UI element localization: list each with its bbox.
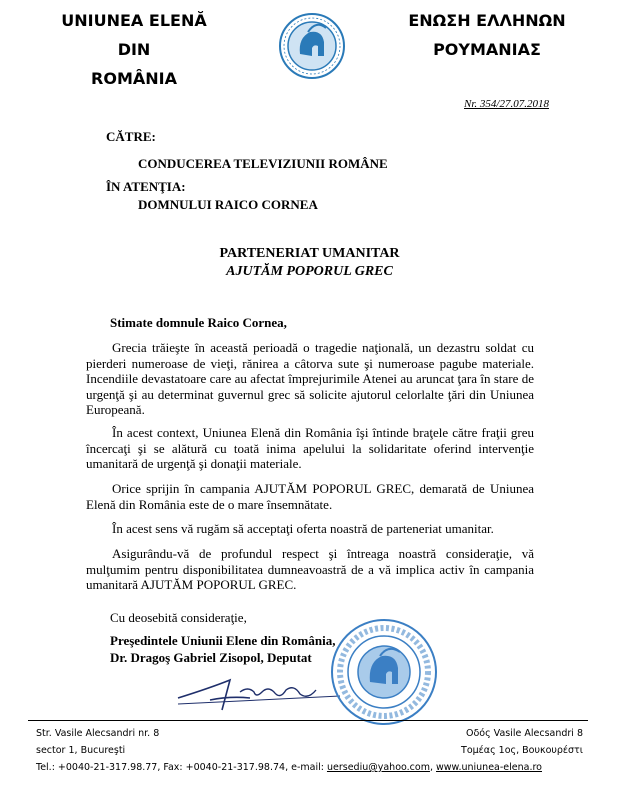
footer-email-link[interactable]: uersediu@yahoo.com	[326, 762, 430, 773]
closing-phrase: Cu deosebită consideraţie,	[110, 610, 247, 625]
letter-subtitle: AJUTĂM POPORUL GREC	[226, 264, 393, 279]
round-stamp-logo-icon	[330, 618, 438, 726]
footer-street-ro: Str. Vasile Alecsandri nr. 8	[36, 728, 160, 739]
attention-label: ÎN ATENŢIA:	[106, 179, 186, 194]
signatory-name: Dr. Dragoş Gabriel Zisopol, Deputat	[110, 650, 312, 665]
attention-name: DOMNULUI RAICO CORNEA	[138, 197, 318, 212]
body-paragraph-2: În acest context, Uniunea Elenă din România îşi întinde braţele către fraţii greu încercaţi şi se alătură cu toată inima apelului la solidaritate oferind intervenţie umanitară de urgenţă şi donaţii materiale.	[86, 425, 534, 471]
reference-number: Nr. 354/27.07.2018	[464, 98, 549, 110]
letter-title: PARTENERIAT UMANITAR	[219, 246, 400, 261]
org-name-gr-line2: ΡΟΥΜΑΝΙΑΣ	[433, 40, 541, 59]
to-label: CĂTRE:	[106, 129, 156, 144]
footer-website-link[interactable]: www.uniunea-elena.ro	[436, 762, 542, 773]
footer-separator: ,	[429, 762, 437, 773]
org-name-gr-line1: ΕΝΩΣΗ ΕΛΛΗΝΩΝ	[408, 11, 566, 30]
org-name-ro-line1: UNIUNEA ELENĂ DIN	[61, 11, 207, 59]
footer-sector-ro: sector 1, Bucureşti	[36, 745, 126, 756]
body-paragraph-5: Asigurându-vă de profundul respect şi întreaga noastră consideraţie, vă mulţumim pentru disponibilitatea dumneavoastră de a vă implica activ în campania umanitară AJUTĂM POPORUL GREC.	[86, 546, 534, 592]
footer-sector-gr: Τομέας 1ος, Βουκουρέστι	[461, 745, 583, 756]
letterhead-right	[392, 6, 582, 64]
footer-address-gr	[461, 725, 583, 759]
footer-street-gr: Οδός Vasile Alecsandri 8	[465, 728, 583, 739]
footer-phone-fax: Tel.: +0040-21-317.98.77, Fax: +0040-21-317.98.74, e-mail:	[36, 762, 327, 773]
footer-contact-line	[36, 759, 542, 776]
handwritten-signature	[170, 670, 350, 712]
body-paragraph-3: Orice sprijin în campania AJUTĂM POPORUL GREC, demarată de Uniunea Elenă din România este de o mare însemnătate.	[86, 481, 534, 512]
footer-address-ro	[36, 725, 159, 759]
body-paragraph-4: În acest sens vă rugăm să acceptaţi oferta noastră de parteneriat umanitar.	[112, 521, 494, 536]
footer-divider	[28, 720, 588, 721]
signatory-title: Preşedintele Uniunii Elene din România,	[110, 633, 336, 648]
to-name: CONDUCEREA TELEVIZIUNII ROMÂNE	[138, 156, 388, 171]
body-paragraph-1: Grecia trăieşte în această perioadă o tragedie naţională, un dezastru soldat cu pierderi numeroase de vieţi, rănirea a câtorva sute şi numeroase pagube materiale. Incendiile devastatoare care au afectat împrejurimile Atenei au aruncat ţara în stare de urgenţă şi au determinat guvernul grec să solicite ajutorul celorlalte ţări din Uniunea Europeană.	[86, 340, 534, 417]
letterhead-left	[44, 6, 224, 93]
org-name-ro-line2: ROMÂNIA	[91, 69, 177, 88]
salutation: Stimate domnule Raico Cornea,	[110, 315, 287, 330]
helmet-emblem-logo-icon	[278, 12, 346, 80]
